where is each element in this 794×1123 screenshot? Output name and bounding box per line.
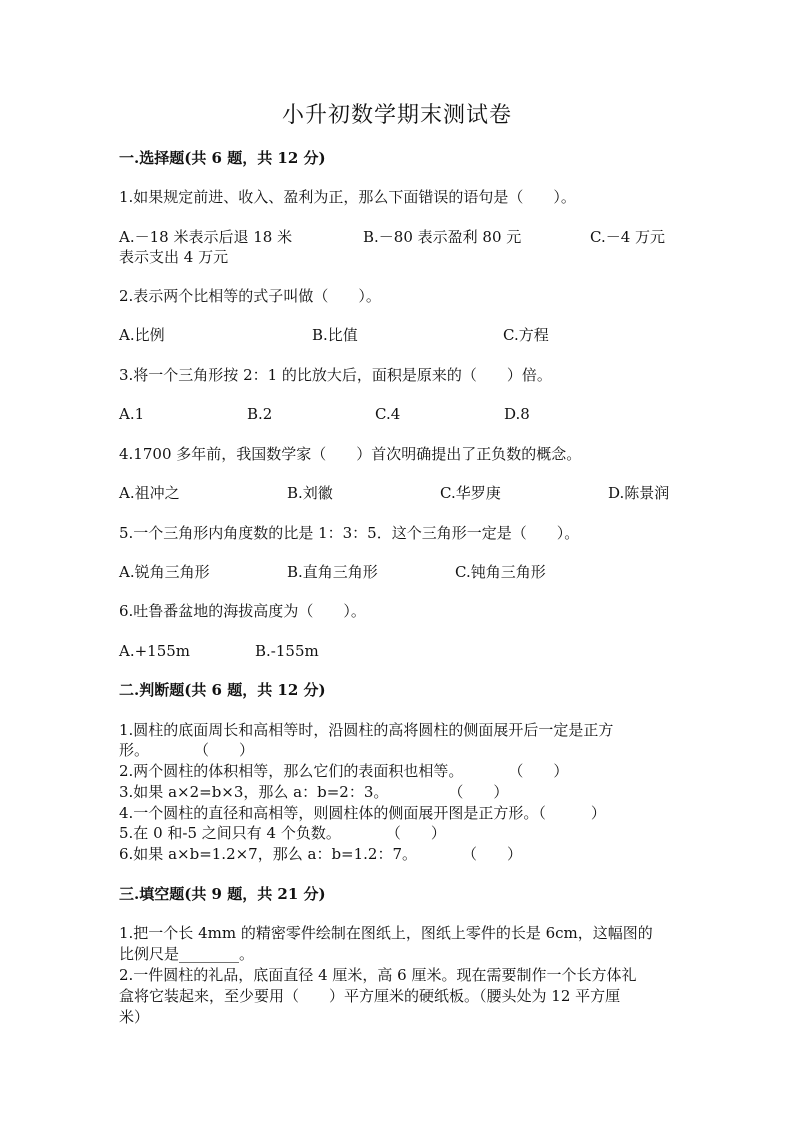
option: B.比值 <box>312 326 358 344</box>
option: A.1 <box>119 405 145 423</box>
question-text: 6.吐鲁番盆地的海拔高度为（ ）。 <box>119 602 366 620</box>
section-heading-fill: 三.填空题(共 9 题，共 21 分) <box>119 885 326 903</box>
option: B.2 <box>247 405 273 423</box>
option: B.－80 表示盈利 80 元 <box>363 228 522 246</box>
section-heading-judge: 二.判断题(共 6 题，共 12 分) <box>119 681 326 699</box>
option: A.－18 米表示后退 18 米 <box>119 228 293 246</box>
section-heading-choice: 一.选择题(共 6 题，共 12 分) <box>119 149 326 167</box>
option: A.比例 <box>119 326 165 344</box>
option: C.华罗庚 <box>440 484 501 502</box>
judge-line: 3.如果 a×2=b×3，那么 a：b=2：3。 （ ） <box>119 783 509 801</box>
question-text: 1.如果规定前进、收入、盈利为正，那么下面错误的语句是（ ）。 <box>119 188 576 206</box>
option: B.刘徽 <box>287 484 333 502</box>
question-text: 2.表示两个比相等的式子叫做（ ）。 <box>119 287 381 305</box>
judge-line: 4.一个圆柱的直径和高相等，则圆柱体的侧面展开图是正方形。（ ） <box>119 804 606 822</box>
question-text: 5.一个三角形内角度数的比是 1：3：5．这个三角形一定是（ ）。 <box>119 524 580 542</box>
judge-line: 6.如果 a×b=1.2×7，那么 a：b=1.2：7。 （ ） <box>119 845 523 863</box>
fill-line: 比例尺是________。 <box>119 945 255 963</box>
option: C.4 <box>375 405 401 423</box>
option: A.祖冲之 <box>119 484 180 502</box>
judge-line: 形。 （ ） <box>119 741 255 759</box>
judge-line: 2.两个圆柱的体积相等，那么它们的表面积也相等。 （ ） <box>119 762 569 780</box>
question-text: 3.将一个三角形按 2：1 的比放大后，面积是原来的（ ）倍。 <box>119 366 552 384</box>
fill-line: 米） <box>119 1008 150 1026</box>
fill-line: 盒将它装起来，至少要用（ ）平方厘米的硬纸板。（腰头处为 12 平方厘 <box>119 987 621 1005</box>
option: D.8 <box>504 405 530 423</box>
option: C.－4 万元 <box>590 228 666 246</box>
option: D.陈景润 <box>608 484 670 502</box>
option: C.方程 <box>503 326 549 344</box>
page-title: 小升初数学期末测试卷 <box>281 103 512 128</box>
option: B.直角三角形 <box>287 563 378 581</box>
question-text: 4.1700 多年前，我国数学家（ ）首次明确提出了正负数的概念。 <box>119 445 582 463</box>
option: A.+155m <box>119 642 191 660</box>
option: A.锐角三角形 <box>119 563 210 581</box>
judge-line: 1.圆柱的底面周长和高相等时，沿圆柱的高将圆柱的侧面展开后一定是正方 <box>119 721 614 739</box>
option-wrap: 表示支出 4 万元 <box>119 248 229 266</box>
fill-line: 1.把一个长 4mm 的精密零件绘制在图纸上，图纸上零件的长是 6cm，这幅图的 <box>119 924 653 942</box>
option: B.-155m <box>255 642 319 660</box>
option: C.钝角三角形 <box>455 563 546 581</box>
judge-line: 5.在 0 和-5 之间只有 4 个负数。 （ ） <box>119 824 446 842</box>
fill-line: 2.一件圆柱的礼品，底面直径 4 厘米，高 6 厘米。现在需要制作一个长方体礼 <box>119 966 637 984</box>
